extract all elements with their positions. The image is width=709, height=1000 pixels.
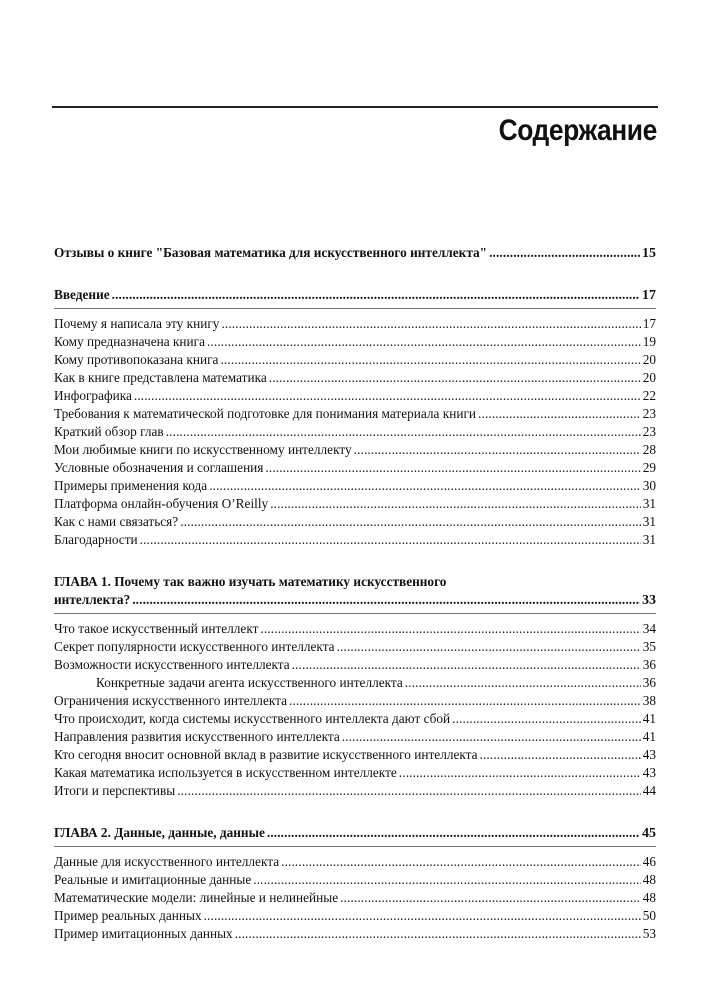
toc-entry[interactable] [54, 315, 656, 333]
toc-entry-label: Кому противопоказана книга [54, 352, 219, 367]
leader-dots [265, 459, 640, 477]
toc-entry[interactable] [54, 692, 656, 710]
leader-dots [480, 746, 641, 764]
toc-entry-label: Платформа онлайн-обучения O’Reilly [54, 496, 269, 511]
introduction-list [54, 315, 656, 549]
toc-entry-label: Ограничения искусственного интеллекта [54, 693, 288, 708]
toc-entry-page: 22 [642, 388, 656, 403]
leader-dots [337, 638, 641, 656]
toc-entry-label: Кому предназначена книга [54, 334, 205, 349]
section-divider [54, 308, 656, 309]
toc-heading-chapter1[interactable] [54, 573, 656, 609]
leader-dots [221, 315, 640, 333]
toc-entry-page: 43 [642, 747, 656, 762]
toc-entry-label: Что такое искусственный интеллект [54, 621, 259, 636]
toc-entry-page: 17 [642, 288, 656, 303]
toc-entry[interactable] [54, 423, 656, 441]
toc-entry-label: Конкретные задачи агента искусственного интеллекта [96, 675, 403, 690]
toc-entry-label: Инфографика [54, 388, 132, 403]
leader-dots [452, 710, 641, 728]
toc-entry-page: 31 [642, 514, 656, 529]
leader-dots [177, 782, 640, 800]
toc-entry-page: 33 [642, 593, 656, 608]
toc-entry-page: 15 [642, 246, 656, 261]
spacer [54, 262, 656, 286]
toc-heading-introduction[interactable] [54, 286, 656, 304]
toc-entry-page: 30 [642, 478, 656, 493]
leader-dots [204, 907, 641, 925]
toc-entry-label: Возможности искусственного интеллекта [54, 657, 290, 672]
toc-entry-label: Благодарности [54, 532, 138, 547]
toc-entry-label: ГЛАВА 2. Данные, данные, данные [54, 825, 265, 840]
toc-entry[interactable] [54, 405, 656, 423]
toc-entry[interactable] [54, 351, 656, 369]
leader-dots [267, 824, 640, 842]
toc-entry-label: Какая математика используется в искусственном интеллекте [54, 765, 397, 780]
toc-entry[interactable] [54, 531, 656, 549]
leader-dots [134, 387, 641, 405]
leader-dots [220, 351, 640, 369]
toc-entry-label: Отзывы о книге "Базовая математика для искусственного интеллекта" [54, 245, 488, 260]
leader-dots [405, 674, 641, 692]
toc-heading-line1: ГЛАВА 1. Почему так важно изучать математику искусственного [54, 574, 447, 589]
leader-dots [270, 495, 641, 513]
toc-entry[interactable] [54, 387, 656, 405]
toc-entry[interactable] [54, 674, 656, 692]
chapter1-list [54, 620, 656, 800]
leader-dots [340, 889, 641, 907]
toc-entry-label: Пример реальных данных [54, 908, 202, 923]
section-divider [54, 613, 656, 614]
toc-entry[interactable] [54, 495, 656, 513]
toc-entry[interactable] [54, 782, 656, 800]
toc-entry-reviews[interactable] [54, 244, 656, 262]
leader-dots [112, 286, 640, 304]
toc-entry-page: 28 [642, 442, 656, 457]
toc-entry-page: 50 [642, 908, 656, 923]
toc-entry-label: Пример имитационных данных [54, 926, 233, 941]
toc-entry[interactable] [54, 907, 656, 925]
toc-entry-label: Почему я написала эту книгу [54, 316, 220, 331]
leader-dots [478, 405, 641, 423]
toc-entry-page: 48 [642, 890, 656, 905]
toc-entry-page: 45 [642, 826, 656, 841]
leader-dots [399, 764, 641, 782]
toc-entry-label: Итоги и перспективы [54, 783, 176, 798]
toc-entry-label: Что происходит, когда системы искусственного интеллекта дают сбой [54, 711, 451, 726]
toc-entry[interactable] [54, 853, 656, 871]
toc-entry-page: 43 [642, 765, 656, 780]
leader-dots [289, 692, 641, 710]
toc-entry-page: 20 [642, 352, 656, 367]
toc-entry-page: 53 [642, 926, 656, 941]
toc-entry[interactable] [54, 513, 656, 531]
toc-entry-page: 36 [642, 657, 656, 672]
toc-entry[interactable] [54, 764, 656, 782]
toc-entry-page: 41 [642, 711, 656, 726]
leader-dots [140, 531, 641, 549]
toc-heading-line2 [54, 591, 656, 609]
toc-entry[interactable] [54, 333, 656, 351]
toc-entry-page: 44 [642, 783, 656, 798]
toc-entry-page: 17 [642, 316, 656, 331]
toc-entry-page: 23 [642, 424, 656, 439]
toc-entry-label: Как в книге представлена математика [54, 370, 267, 385]
spacer [54, 800, 656, 824]
toc-entry[interactable] [54, 459, 656, 477]
leader-dots [166, 423, 641, 441]
toc-entry-page: 20 [642, 370, 656, 385]
toc-entry[interactable] [54, 620, 656, 638]
leader-dots [209, 477, 641, 495]
toc-entry[interactable] [54, 925, 656, 943]
toc-entry-page: 29 [642, 460, 656, 475]
leader-dots [180, 513, 640, 531]
toc-entry-label: Данные для искусственного интеллекта [54, 854, 280, 869]
toc-entry-page: 34 [642, 621, 656, 636]
toc-entry-page: 31 [642, 532, 656, 547]
leader-dots [235, 925, 641, 943]
table-of-contents [54, 244, 656, 943]
toc-entry-page: 19 [642, 334, 656, 349]
toc-entry-page: 23 [642, 406, 656, 421]
leader-dots [269, 369, 641, 387]
toc-entry-page: 38 [642, 693, 656, 708]
toc-entry[interactable] [54, 638, 656, 656]
leader-dots [354, 441, 641, 459]
spacer [54, 549, 656, 573]
toc-entry-page: 41 [642, 729, 656, 744]
leader-dots [207, 333, 641, 351]
toc-entry-label: Мои любимые книги по искусственному интеллекту [54, 442, 352, 457]
toc-entry[interactable] [54, 656, 656, 674]
toc-entry-label: Условные обозначения и соглашения [54, 460, 264, 475]
leader-dots [253, 871, 640, 889]
toc-entry-page: 31 [642, 496, 656, 511]
chapter2-list [54, 853, 656, 943]
toc-entry-label: Краткий обзор глав [54, 424, 164, 439]
toc-entry[interactable] [54, 441, 656, 459]
leader-dots [292, 656, 641, 674]
toc-entry-label: Направления развития искусственного интеллекта [54, 729, 340, 744]
toc-entry-label: Секрет популярности искусственного интеллекта [54, 639, 335, 654]
toc-entry[interactable] [54, 871, 656, 889]
toc-entry[interactable] [54, 746, 656, 764]
toc-heading-chapter2[interactable] [54, 824, 656, 842]
leader-dots [342, 728, 641, 746]
toc-entry[interactable] [54, 369, 656, 387]
toc-entry-label: Реальные и имитационные данные [54, 872, 252, 887]
toc-entry-label: Математические модели: линейные и нелинейные [54, 890, 339, 905]
leader-dots [489, 244, 640, 262]
toc-entry-label: Введение [54, 287, 110, 302]
header-rule [52, 106, 658, 108]
toc-entry-label: интеллекта? [54, 592, 131, 607]
toc-entry[interactable] [54, 728, 656, 746]
toc-entry-page: 36 [642, 675, 656, 690]
toc-entry-label: Требования к математической подготовке для понимания материала книги [54, 406, 477, 421]
toc-entry-label: Кто сегодня вносит основной вклад в развитие искусственного интеллекта [54, 747, 478, 762]
page-title: Содержание [498, 114, 657, 147]
leader-dots [281, 853, 641, 871]
toc-entry[interactable] [54, 477, 656, 495]
leader-dots [132, 591, 640, 609]
toc-entry[interactable] [54, 889, 656, 907]
toc-entry-page: 46 [642, 854, 656, 869]
toc-entry-label: Примеры применения кода [54, 478, 208, 493]
section-divider [54, 846, 656, 847]
toc-entry-page: 48 [642, 872, 656, 887]
toc-entry[interactable] [54, 710, 656, 728]
toc-entry-page: 35 [642, 639, 656, 654]
leader-dots [260, 620, 640, 638]
toc-entry-label: Как с нами связаться? [54, 514, 179, 529]
